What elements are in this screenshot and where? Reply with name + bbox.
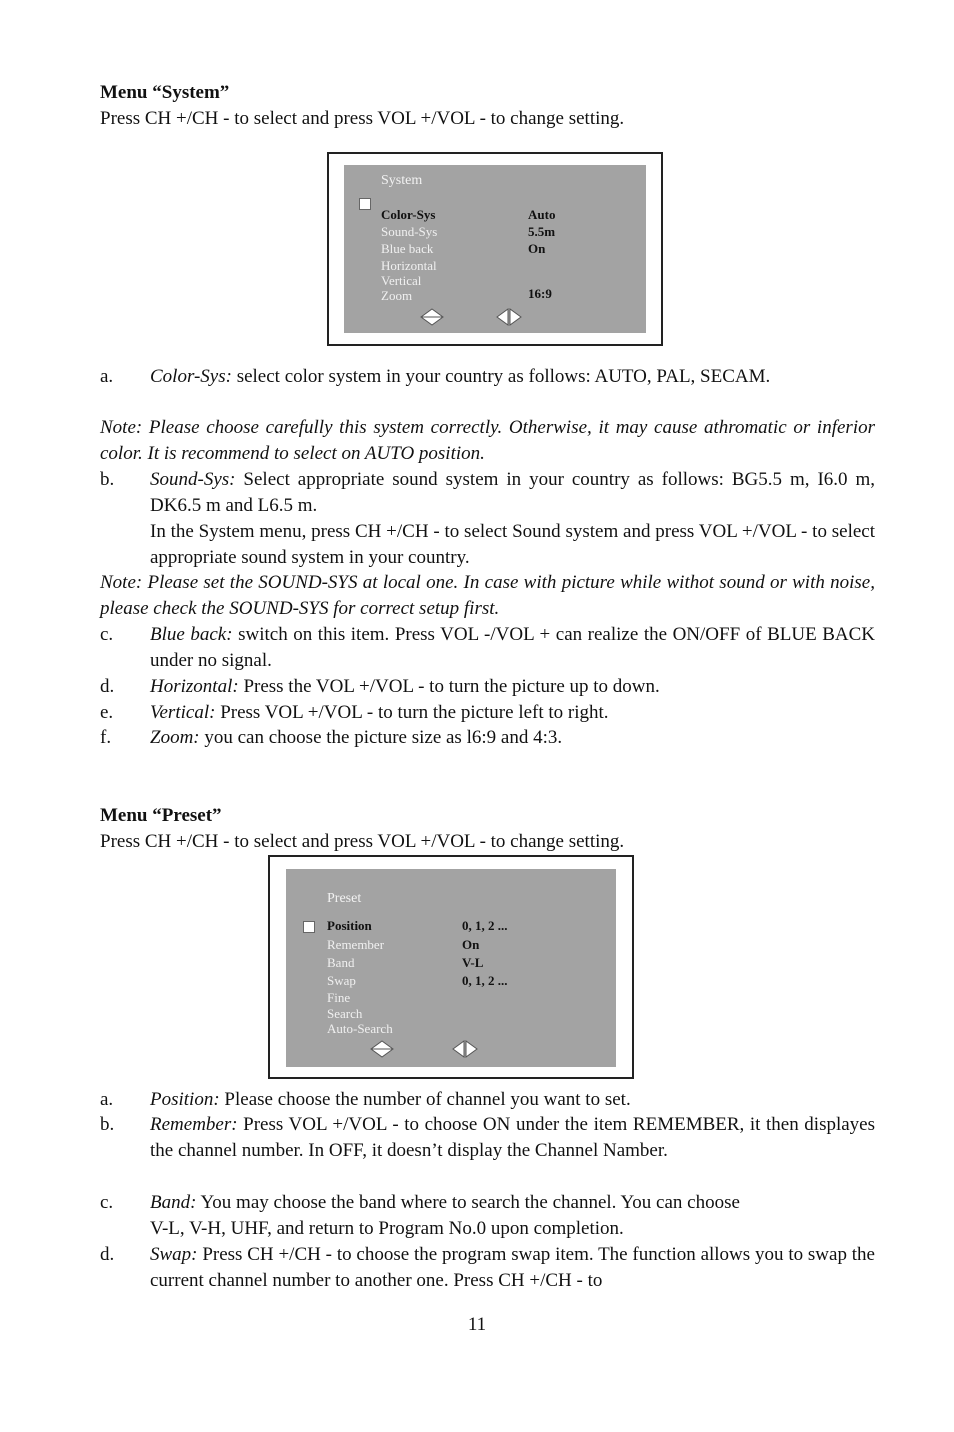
system-note-2: Note: Please set the SOUND-SYS at local one. In case with picture while withot sound or with noise, please check the SOUND-SYS for correct setup first.	[100, 572, 875, 619]
osd-value: 0, 1, 2 ...	[462, 973, 508, 988]
preset-osd-panel	[286, 869, 616, 1067]
page-number: 11	[467, 1314, 487, 1335]
checkbox-icon	[359, 198, 371, 210]
system-item-c	[150, 622, 875, 674]
preset-item-b	[150, 1112, 875, 1164]
item-marker: d.	[100, 1244, 115, 1265]
osd-item: Color-Sys	[381, 207, 436, 222]
osd-item: Auto-Search	[327, 1021, 393, 1036]
item-text: Select appropriate sound system in your country as follows: BG5.5 m, I6.0 m, DK6.5 m and L6.5 m.	[150, 469, 875, 516]
system-heading: Menu “System”	[100, 82, 230, 103]
osd-item: Horizontal	[381, 258, 437, 273]
item-text: Press CH +/CH - to choose the program swap item. The function allows you to swap the current channel number to another one. Press CH +/CH - to	[150, 1244, 875, 1291]
item-text: Press VOL +/VOL - to turn the picture left to right.	[215, 702, 609, 723]
osd-item: Band	[327, 955, 355, 970]
system-item-d	[150, 674, 875, 700]
up-down-arrow-icon	[420, 308, 444, 326]
item-term: Swap:	[150, 1244, 198, 1265]
item-marker: c.	[100, 624, 114, 645]
item-term: Band:	[150, 1192, 197, 1213]
item-text: You may choose the band where to search the channel. You can choose	[196, 1192, 740, 1213]
osd-value: V-L	[462, 955, 484, 970]
item-term: Sound-Sys:	[150, 469, 236, 490]
system-item-b	[150, 467, 875, 519]
item-term: Remember:	[150, 1114, 238, 1135]
osd-item: Search	[327, 1006, 363, 1021]
osd-item: Remember	[327, 937, 385, 952]
preset-intro: Press CH +/CH - to select and press VOL +/VOL - to change setting.	[100, 831, 625, 852]
osd-item: Vertical	[381, 273, 422, 288]
osd-item: Fine	[327, 990, 351, 1005]
left-right-arrow-icon	[496, 308, 522, 326]
preset-item-c	[150, 1190, 875, 1216]
system-osd-frame	[327, 152, 663, 346]
item-text: Press VOL +/VOL - to choose ON under the item REMEMBER, it then displayes the channel number. In OFF, it doesn’t display the Channel Namber.	[150, 1114, 875, 1161]
preset-osd-title: Preset	[327, 891, 362, 906]
item-term: Blue back:	[150, 624, 233, 645]
preset-item-d	[150, 1242, 875, 1294]
item-marker: e.	[100, 702, 114, 723]
osd-value: 5.5m	[528, 224, 556, 239]
osd-value: 16:9	[528, 286, 552, 301]
osd-item: Blue back	[381, 241, 434, 256]
system-item-a	[150, 364, 875, 390]
item-term: Position:	[150, 1089, 220, 1110]
preset-heading: Menu “Preset”	[100, 805, 222, 826]
item-text: Press the VOL +/VOL - to turn the picture up to down.	[238, 676, 660, 697]
system-item-b-detail: In the System menu, press CH +/CH - to select Sound system and press VOL +/VOL - to select appropriate sound system in your country.	[150, 521, 875, 568]
osd-item: Zoom	[381, 288, 413, 303]
system-note-1: Note: Please choose carefully this system correctly. Otherwise, it may cause athromatic or inferior color. It is recommend to select on AUTO position.	[100, 417, 875, 464]
osd-item: Sound-Sys	[381, 224, 438, 239]
preset-item-c-detail: V-L, V-H, UHF, and return to Program No.0 upon completion.	[150, 1218, 624, 1239]
up-down-arrow-icon	[370, 1040, 394, 1058]
item-term: Horizontal:	[150, 676, 239, 697]
item-marker: b.	[100, 469, 115, 490]
system-item-f	[150, 725, 875, 751]
item-term: Color-Sys:	[150, 366, 232, 387]
left-right-arrow-icon	[452, 1040, 478, 1058]
osd-item: Swap	[327, 973, 356, 988]
item-marker: b.	[100, 1114, 115, 1135]
item-marker: a.	[100, 1089, 114, 1110]
system-intro: Press CH +/CH - to select and press VOL +/VOL - to change setting.	[100, 108, 625, 129]
system-osd-panel	[344, 165, 646, 333]
osd-item: Position	[327, 918, 372, 933]
item-text: select color system in your country as follows: AUTO, PAL, SECAM.	[231, 366, 771, 387]
item-text: Please choose the number of channel you want to set.	[219, 1089, 631, 1110]
item-term: Zoom:	[150, 727, 200, 748]
system-item-e	[150, 700, 875, 726]
item-term: Vertical:	[150, 702, 216, 723]
osd-value: On	[528, 241, 546, 256]
item-marker: c.	[100, 1192, 114, 1213]
preset-item-a	[150, 1087, 875, 1113]
item-text: you can choose the picture size as l6:9 and 4:3.	[199, 727, 563, 748]
item-marker: a.	[100, 366, 114, 387]
osd-value: On	[462, 937, 480, 952]
item-marker: f.	[100, 727, 112, 748]
item-text: switch on this item. Press VOL -/VOL + can realize the ON/OFF of BLUE BACK under no signal.	[150, 624, 875, 671]
osd-value: Auto	[528, 207, 556, 222]
system-osd-title: System	[381, 173, 423, 188]
checkbox-icon	[303, 921, 315, 933]
item-marker: d.	[100, 676, 115, 697]
preset-osd-frame	[268, 855, 634, 1079]
osd-value: 0, 1, 2 ...	[462, 918, 508, 933]
